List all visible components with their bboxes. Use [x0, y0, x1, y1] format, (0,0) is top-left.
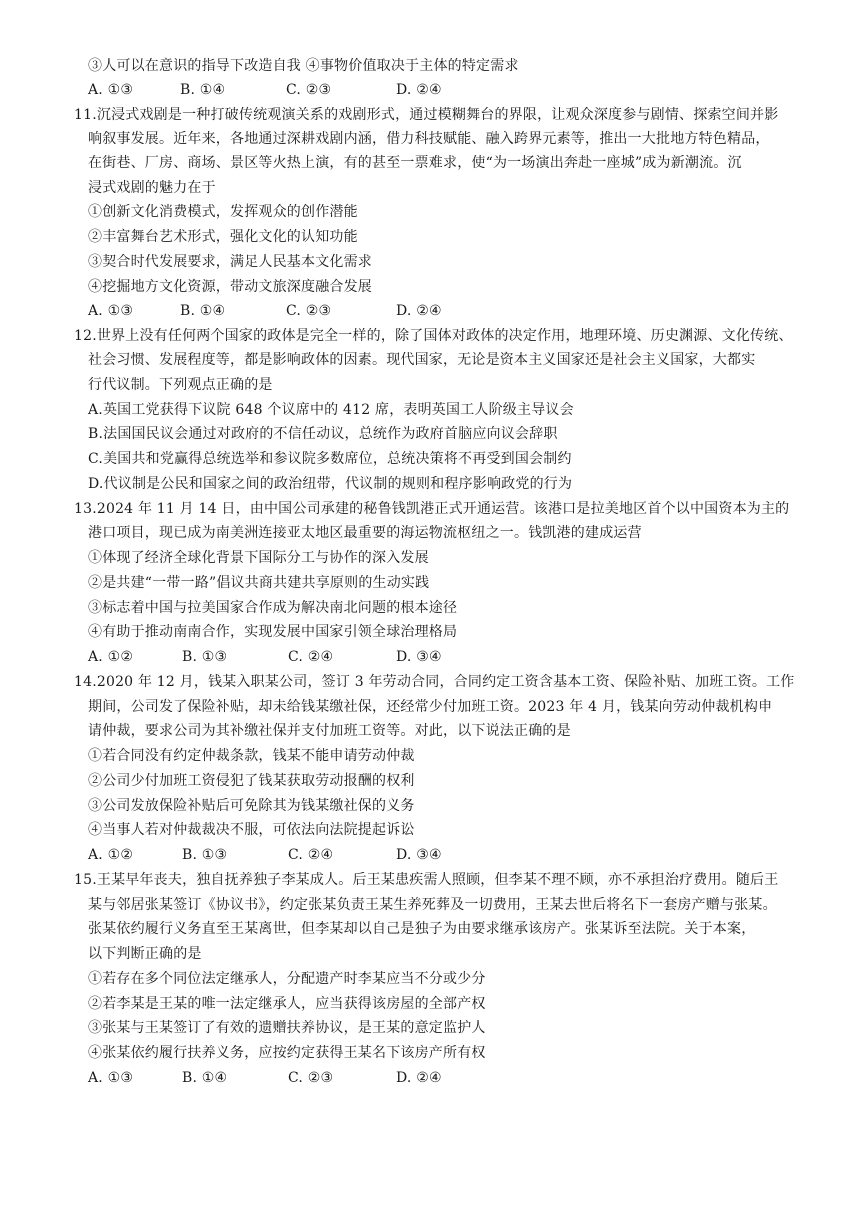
choice-d: D. ③④ — [396, 847, 442, 863]
q14-stem-line: 期间，公司发了保险补贴，却未给钱某缴社保，还经常少付加班工资。2023 年 4 月，钱某向劳动仲裁机构申 — [88, 699, 773, 715]
q15-stem-line: 某与邻居张某签订《协议书》，约定张某负责王某生养死葬及一切费用，王某去世后将名下一套房产赠与张某。 — [88, 897, 777, 913]
q15-choices — [88, 1068, 442, 1088]
q15-statement: ④张某依约履行扶养义务，应按约定获得王某名下该房产所有权 — [88, 1045, 486, 1061]
q12-option: B.法国国民议会通过对政府的不信任动议，总统作为政府首脑应向议会辞职 — [88, 426, 558, 442]
q12-stem-line: 社会习惯、发展程度等，都是影响政体的因素。现代国家，无论是资本主义国家还是社会主义国家，大都实 — [88, 352, 756, 368]
q14-choices — [88, 845, 442, 865]
q13-stem-line: 13.2024 年 11 月 14 日，由中国公司承建的秘鲁钱凯港正式开通运营。该港口是拉美地区首个以中国资本为主的 — [74, 501, 790, 517]
choice-b: B. ①④ — [180, 303, 226, 319]
q15-statement: ③张某与王某签订了有效的遗赠扶养协议，是王某的意定监护人 — [88, 1020, 486, 1036]
q11-stem-line: 响叙事发展。近年来，各地通过深耕戏剧内涵，借力科技赋能、融入跨界元素等，推出一大批地方特色精品， — [88, 131, 770, 147]
q13-statement: ①体现了经济全球化背景下国际分工与协作的深入发展 — [88, 550, 429, 566]
choice-a: A. ①② — [88, 847, 134, 863]
q12-stem-line: 12.世界上没有任何两个国家的政体是完全一样的，除了国体对政体的决定作用，地理环境、历史渊源、文化传统、 — [74, 328, 793, 344]
q11-stem-line: 浸式戏剧的魅力在于 — [88, 180, 216, 196]
choice-d: D. ②④ — [396, 1070, 442, 1086]
q10-statement: ③人可以在意识的指导下改造自我 ④事物价值取决于主体的特定需求 — [88, 58, 519, 74]
q15-statement: ①若存在多个同位法定继承人，分配遗产时李某应当不分或少分 — [88, 971, 486, 987]
q11-choices — [88, 301, 442, 321]
q11-stem-line: 11.沉浸式戏剧是一种打破传统观演关系的戏剧形式，通过模糊舞台的界限，让观众深度参与剧情、探索空间并影 — [74, 107, 779, 123]
choice-b: B. ①④ — [182, 1070, 228, 1086]
choice-a: A. ①③ — [88, 1070, 134, 1086]
q11-statement: ④挖掘地方文化资源，带动文旅深度融合发展 — [88, 279, 372, 295]
q13-statement: ②是共建“一带一路”倡议共商共建共享原则的生动实践 — [88, 575, 430, 591]
q14-statement: ①若合同没有约定仲裁条款，钱某不能申请劳动仲裁 — [88, 748, 415, 764]
q13-statement: ④有助于推动南南合作，实现发展中国家引领全球治理格局 — [88, 624, 458, 640]
choice-d: D. ②④ — [396, 303, 442, 319]
q15-stem-line: 张某依约履行义务直至王某离世，但李某却以自己是独子为由要求继承该房产。张某诉至法院。关于本案， — [88, 921, 756, 937]
choice-c: C. ②④ — [288, 847, 334, 863]
choice-d: D. ②④ — [396, 82, 442, 98]
q14-stem-line: 请仲裁，要求公司为其补缴社保并支付加班工资等。对此，以下说法正确的是 — [88, 723, 571, 739]
q11-statement: ③契合时代发展要求，满足人民基本文化需求 — [88, 254, 372, 270]
q12-option: D.代议制是公民和国家之间的政治纽带，代议制的规则和程序影响政党的行为 — [88, 476, 573, 492]
choice-d: D. ③④ — [396, 649, 442, 665]
q14-statement: ④当事人若对仲裁裁决不服，可依法向法院提起诉讼 — [88, 822, 415, 838]
q12-stem-line: 行代议制。下列观点正确的是 — [88, 377, 273, 393]
q12-option: A.英国工党获得下议院 648 个议席中的 412 席，表明英国工人阶级主导议会 — [88, 402, 574, 418]
q10-choices — [88, 80, 442, 100]
q15-stem-line: 以下判断正确的是 — [88, 946, 202, 962]
choice-c: C. ②③ — [286, 303, 332, 319]
q14-stem-line: 14.2020 年 12 月，钱某入职某公司，签订 3 年劳动合同，合同约定工资含基本工资、保险补贴、加班工资。工作 — [74, 674, 795, 690]
choice-a: A. ①③ — [88, 303, 134, 319]
q11-statement: ①创新文化消费模式，发挥观众的创作潜能 — [88, 204, 358, 220]
choice-b: B. ①③ — [182, 649, 228, 665]
choice-a: A. ①② — [88, 649, 134, 665]
choice-a: A. ①③ — [88, 82, 134, 98]
q12-option: C.美国共和党赢得总统选举和参议院多数席位，总统决策将不再受到国会制约 — [88, 451, 572, 467]
q15-statement: ②若李某是王某的唯一法定继承人，应当获得该房屋的全部产权 — [88, 996, 486, 1012]
choice-c: C. ②③ — [288, 1070, 334, 1086]
q13-choices — [88, 647, 442, 667]
choice-b: B. ①③ — [182, 847, 228, 863]
q11-statement: ②丰富舞台艺术形式，强化文化的认知功能 — [88, 229, 358, 245]
q14-statement: ②公司少付加班工资侵犯了钱某获取劳动报酬的权利 — [88, 773, 415, 789]
q13-statement: ③标志着中国与拉美国家合作成为解决南北问题的根本途径 — [88, 600, 458, 616]
choice-b: B. ①④ — [180, 82, 226, 98]
q11-stem-line: 在街巷、厂房、商场、景区等火热上演，有的甚至一票难求，使“为一场演出奔赴一座城”成为新潮流。沉 — [88, 155, 742, 171]
q15-stem-line: 15.王某早年丧夫，独自抚养独子李某成人。后王某患疾需人照顾，但李某不理不顾，亦不承担治疗费用。随后王 — [74, 872, 779, 888]
choice-c: C. ②④ — [288, 649, 334, 665]
choice-c: C. ②③ — [286, 82, 332, 98]
q13-stem-line: 港口项目，现已成为南美洲连接亚太地区最重要的海运物流枢纽之一。钱凯港的建成运营 — [88, 525, 642, 541]
q14-statement: ③公司发放保险补贴后可免除其为钱某缴社保的义务 — [88, 798, 415, 814]
